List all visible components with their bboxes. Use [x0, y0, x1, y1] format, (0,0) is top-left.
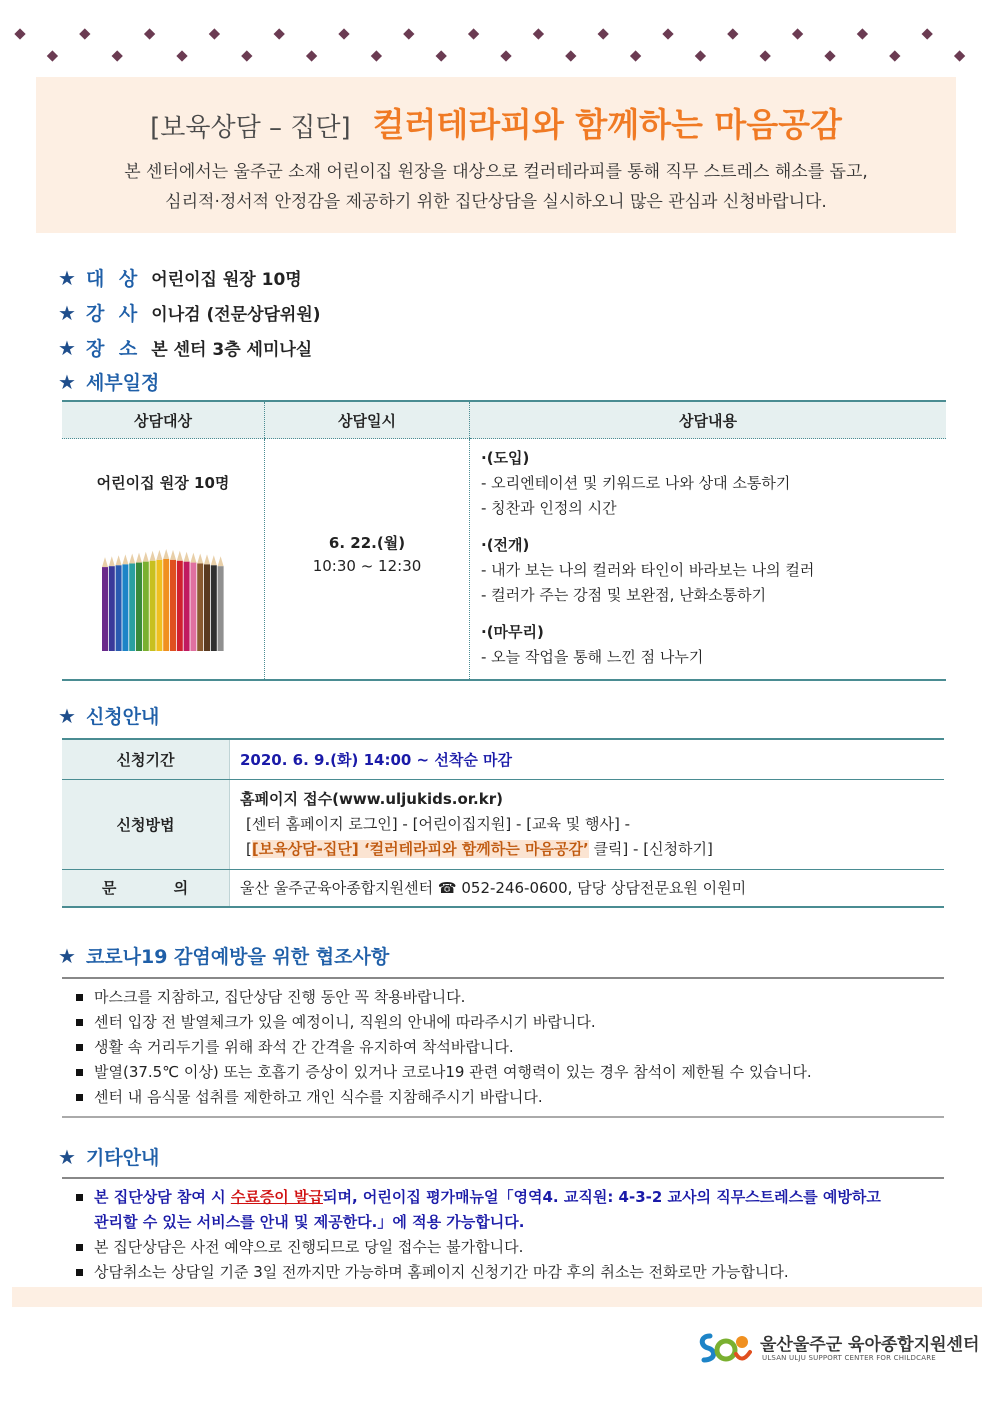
- pencil-tip: [136, 553, 142, 563]
- decorative-dot-border: [0, 26, 992, 66]
- col-header-datetime: 상담일시: [265, 401, 470, 439]
- decorative-dot: [824, 50, 835, 61]
- pencil-body: [170, 560, 176, 651]
- session-time: 10:30 ~ 12:30: [312, 557, 422, 575]
- title-main: 컬러테라피와 함께하는 마음공감: [372, 105, 842, 144]
- pencil-tip: [129, 554, 135, 564]
- pencil-body: [163, 559, 169, 651]
- pencil-body: [129, 564, 135, 652]
- intro-text: [36, 157, 956, 217]
- content-closing-head: ·(마무리): [481, 623, 544, 641]
- col-header-target: 상담대상: [62, 401, 265, 439]
- phone-icon: ☎: [437, 879, 457, 898]
- pencil-body: [109, 566, 115, 651]
- covid-item-2: 센터 입장 전 발열체크가 있을 예정이니, 직원의 안내에 따라주시기 바랍니다.: [76, 1010, 944, 1035]
- apply-method-label: 신청방법: [62, 779, 230, 869]
- center-logo-icon: [696, 1330, 752, 1366]
- pencil-tip: [143, 552, 149, 562]
- pencil-tip: [177, 551, 183, 561]
- col-header-content: 상담내용: [470, 401, 947, 439]
- decorative-dot: [47, 50, 58, 61]
- center-name-kr: 울산울주군 육아종합지원센터: [760, 1335, 980, 1355]
- decorative-dot: [857, 28, 868, 39]
- covid-item-1: 마스크를 지참하고, 집단상담 진행 동안 꼭 착용바랍니다.: [76, 985, 944, 1010]
- star-icon: ★: [58, 266, 76, 290]
- datetime-cell: [265, 439, 470, 681]
- pencil-tip: [122, 554, 128, 564]
- star-icon: ★: [58, 944, 76, 968]
- apply-method-line-3: [[보육상담-집단] ‘컬러테라피와 함께하는 마음공감’ 클릭] - [신청하기]: [246, 839, 713, 858]
- decorative-dot: [598, 28, 609, 39]
- title-tag: [보육상담 – 집단]: [150, 113, 351, 143]
- star-icon: ★: [58, 336, 76, 360]
- decorative-dot: [306, 50, 317, 61]
- decorative-dot: [760, 50, 771, 61]
- decorative-dot: [436, 50, 447, 61]
- content-intro-item-1: - 오리엔테이션 및 키워드로 나와 상대 소통하기: [481, 474, 791, 492]
- decorative-dot: [14, 28, 25, 39]
- pencil-body: [102, 567, 108, 651]
- decorative-dot: [695, 50, 706, 61]
- star-icon: ★: [58, 1145, 76, 1169]
- pencil-body: [150, 561, 156, 651]
- decorative-dot: [274, 28, 285, 39]
- star-icon: ★: [58, 301, 76, 325]
- decorative-dot: [241, 50, 252, 61]
- decorative-dot: [144, 28, 155, 39]
- pencil-tip: [109, 556, 115, 566]
- pencil-body: [197, 564, 203, 652]
- pencil-tip: [156, 550, 162, 560]
- pencil-tip: [170, 550, 176, 560]
- pencil-body: [143, 562, 149, 651]
- decorative-dot: [209, 28, 220, 39]
- decorative-dot: [565, 50, 576, 61]
- pencil-tip: [211, 555, 217, 565]
- covid-notice-box: [62, 977, 944, 1118]
- schedule-table: [62, 400, 946, 681]
- pencil-tip: [197, 554, 203, 564]
- pencil-body: [218, 566, 224, 651]
- pencil-body: [116, 565, 122, 651]
- decorative-dot: [630, 50, 641, 61]
- apply-contact-value: 울산 울주군육아종합지원센터 ☎ 052-246-0600, 담당 상담전문요원 이원미: [230, 869, 945, 907]
- pencil-body: [177, 561, 183, 651]
- pencil-body: [156, 560, 162, 651]
- pencil-body: [184, 562, 190, 651]
- decorative-dot: [792, 28, 803, 39]
- content-main-head: ·(전개): [481, 536, 530, 554]
- pencil-tip: [190, 553, 196, 563]
- center-name-en: ULSAN ULJU SUPPORT CENTER FOR CHILDCARE: [762, 1354, 936, 1362]
- star-icon: ★: [58, 370, 76, 394]
- etc-notice-box: [62, 1177, 944, 1291]
- covid-item-3: 생활 속 거리두기를 위해 좌석 간 간격을 유지하여 착석바랍니다.: [76, 1035, 944, 1060]
- decorative-dot: [176, 50, 187, 61]
- etc-item-1: 본 집단상담 참여 시 수료증이 발급되며, 어린이집 평가매뉴얼「영역4. 교직원: 4-3-2 교사의 직무스트레스를 예방하고 관리할 수 있는 서비스를 안내 및 제공한다.」에 적용 가능합니다.: [76, 1185, 944, 1235]
- pencil-tip: [204, 554, 210, 564]
- decorative-dot: [79, 28, 90, 39]
- certificate-highlight: 수료증이 발급: [230, 1188, 323, 1206]
- header-banner: [36, 77, 956, 233]
- apply-period-label: 신청기간: [62, 739, 230, 779]
- apply-method-line-2: [센터 홈페이지 로그인] - [어린이집지원] - [교육 및 행사] -: [246, 814, 631, 833]
- intro-line-1: 본 센터에서는 울주군 소재 어린이집 원장을 대상으로 컬러테라피를 통해 직무 스트레스 해소를 돕고,: [124, 162, 868, 182]
- star-icon: ★: [58, 704, 76, 728]
- color-pencils-image: [98, 545, 228, 655]
- footer-band: [12, 1287, 982, 1307]
- section-apply-title: ★ 신청안내: [58, 704, 160, 728]
- section-covid-title: ★ 코로나19 감염예방을 위한 협조사항: [58, 944, 390, 968]
- decorative-dot: [112, 50, 123, 61]
- decorative-dot: [371, 50, 382, 61]
- pencil-tip: [116, 555, 122, 565]
- info-instructor: ★ 강 사 이나검 (전문상담위원): [58, 301, 321, 325]
- pencil-tip: [184, 552, 190, 562]
- decorative-dot: [727, 28, 738, 39]
- center-logo: [696, 1330, 980, 1370]
- pencil-body: [204, 564, 210, 651]
- content-main-item-1: - 내가 보는 나의 컬러와 타인이 바라보는 나의 컬러: [481, 561, 815, 579]
- decorative-dot: [922, 28, 933, 39]
- section-etc-title: ★ 기타안내: [58, 1145, 160, 1169]
- apply-method-line-1: 홈페이지 접수(www.uljukids.or.kr): [240, 789, 503, 808]
- content-cell: [470, 439, 947, 681]
- decorative-dot: [889, 50, 900, 61]
- apply-contact-label: 문 의: [62, 869, 230, 907]
- pencil-body: [122, 564, 128, 651]
- pencil-tip: [150, 551, 156, 561]
- target-cell: [62, 439, 265, 681]
- apply-table: [62, 738, 944, 908]
- session-date: 6. 22.(월): [328, 534, 406, 552]
- section-schedule-title: ★ 세부일정: [58, 370, 160, 394]
- decorative-dot: [403, 28, 414, 39]
- content-main-item-2: - 컬러가 주는 강점 및 보완점, 난화소통하기: [481, 586, 767, 604]
- covid-item-4: 발열(37.5℃ 이상) 또는 호흡기 증상이 있거나 코로나19 관련 여행력이 있는 경우 참석이 제한될 수 있습니다.: [76, 1060, 944, 1085]
- decorative-dot: [954, 50, 965, 61]
- content-intro-head: ·(도입): [481, 449, 530, 467]
- pencil-tip: [218, 556, 224, 566]
- pencil-body: [211, 565, 217, 651]
- pencil-tip: [102, 557, 108, 567]
- decorative-dot: [533, 28, 544, 39]
- apply-period-value: 2020. 6. 9.(화) 14:00 ~ 선착순 마감: [230, 739, 945, 779]
- target-text: 어린이집 원장 10명: [96, 474, 230, 492]
- content-intro-item-2: - 칭찬과 인정의 시간: [481, 499, 617, 517]
- etc-item-2: 본 집단상담은 사전 예약으로 진행되므로 당일 접수는 불가합니다.: [76, 1235, 944, 1260]
- program-link-text: [보육상담-집단] ‘컬러테라피와 함께하는 마음공감’: [251, 839, 589, 858]
- intro-line-2: 심리적·정서적 안정감을 제공하기 위한 집단상담을 실시하오니 많은 관심과 신청바랍니다.: [165, 192, 827, 212]
- decorative-dot: [338, 28, 349, 39]
- etc-item-3: 상담취소는 상담일 기준 3일 전까지만 가능하며 홈페이지 신청기간 마감 후의 취소는 전화로만 가능합니다.: [76, 1260, 944, 1285]
- pencil-body: [136, 563, 142, 651]
- pencil-body: [190, 563, 196, 651]
- page-title: [36, 99, 956, 146]
- info-location: ★ 장 소 본 센터 3층 세미나실: [58, 336, 313, 360]
- decorative-dot: [662, 28, 673, 39]
- covid-item-5: 센터 내 음식물 섭취를 제한하고 개인 식수를 지참해주시기 바랍니다.: [76, 1085, 944, 1110]
- apply-method-value: [230, 779, 945, 869]
- pencil-tip: [163, 549, 169, 559]
- content-closing-item-1: - 오늘 작업을 통해 느낀 점 나누기: [481, 648, 704, 666]
- decorative-dot: [500, 50, 511, 61]
- decorative-dot: [468, 28, 479, 39]
- info-target: ★ 대 상 어린이집 원장 10명: [58, 266, 302, 290]
